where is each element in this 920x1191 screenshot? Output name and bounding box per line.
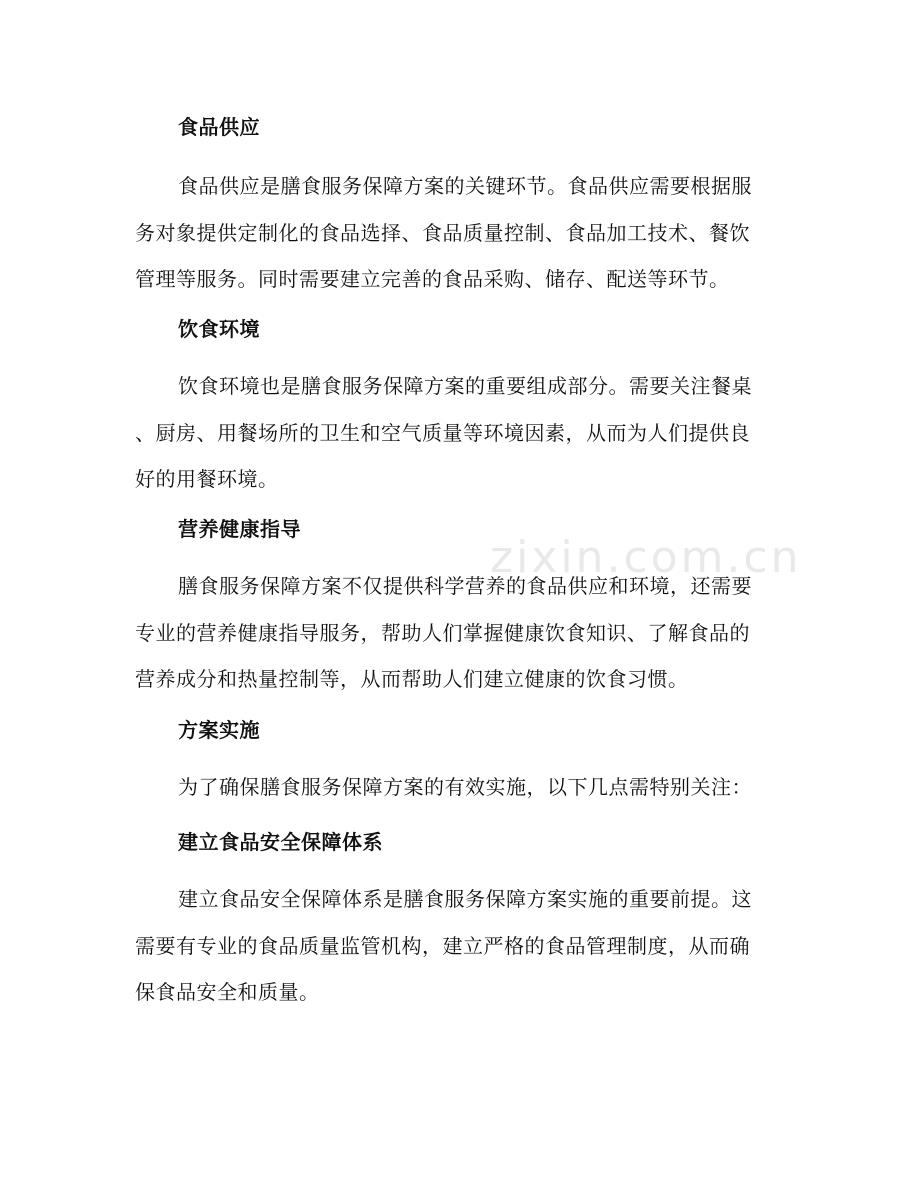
heading-plan-implementation: 方案实施 [178, 718, 260, 742]
paragraph-line: 管理等服务。同时需要建立完善的食品采购、储存、配送等环节。 [135, 267, 730, 291]
paragraph-line: 营养成分和热量控制等，从而帮助人们建立健康的饮食习惯。 [135, 667, 689, 691]
watermark: zixin.com.cn [490, 532, 802, 583]
paragraph-food-supply [135, 163, 795, 303]
heading-dining-environment: 饮食环境 [178, 317, 260, 341]
paragraph-line: 、厨房、用餐场所的卫生和空气质量等环境因素，从而为人们提供良 [135, 420, 750, 445]
paragraph-nutrition-guidance [135, 563, 795, 703]
paragraph-line: 为了确保膳食服务保障方案的有效实施，以下几点需特别关注： [178, 775, 752, 799]
paragraph-food-safety-system [135, 876, 795, 1016]
paragraph-plan-implementation [135, 764, 795, 811]
paragraph-line: 饮食环境也是膳食服务保障方案的重要组成部分。需要关注餐桌 [178, 374, 752, 398]
paragraph-line: 好的用餐环境。 [135, 467, 279, 491]
paragraph-line: 务对象提供定制化的食品选择、食品质量控制、食品加工技术、餐饮 [135, 220, 750, 245]
paragraph-line: 膳食服务保障方案不仅提供科学营养的食品供应和环境，还需要 [178, 574, 752, 598]
heading-nutrition-guidance: 营养健康指导 [178, 517, 301, 541]
heading-food-supply: 食品供应 [178, 115, 260, 139]
paragraph-line: 专业的营养健康指导服务，帮助人们掌握健康饮食知识、了解食品的 [135, 620, 750, 645]
paragraph-line: 食品供应是膳食服务保障方案的关键环节。食品供应需要根据服 [178, 174, 752, 198]
heading-food-safety-system: 建立食品安全保障体系 [178, 830, 383, 854]
paragraph-line: 保食品安全和质量。 [135, 980, 320, 1004]
paragraph-line: 建立食品安全保障体系是膳食服务保障方案实施的重要前提。这 [178, 887, 752, 911]
paragraph-dining-environment [135, 363, 795, 503]
paragraph-line: 需要有专业的食品质量监管机构，建立严格的食品管理制度，从而确 [135, 933, 750, 958]
